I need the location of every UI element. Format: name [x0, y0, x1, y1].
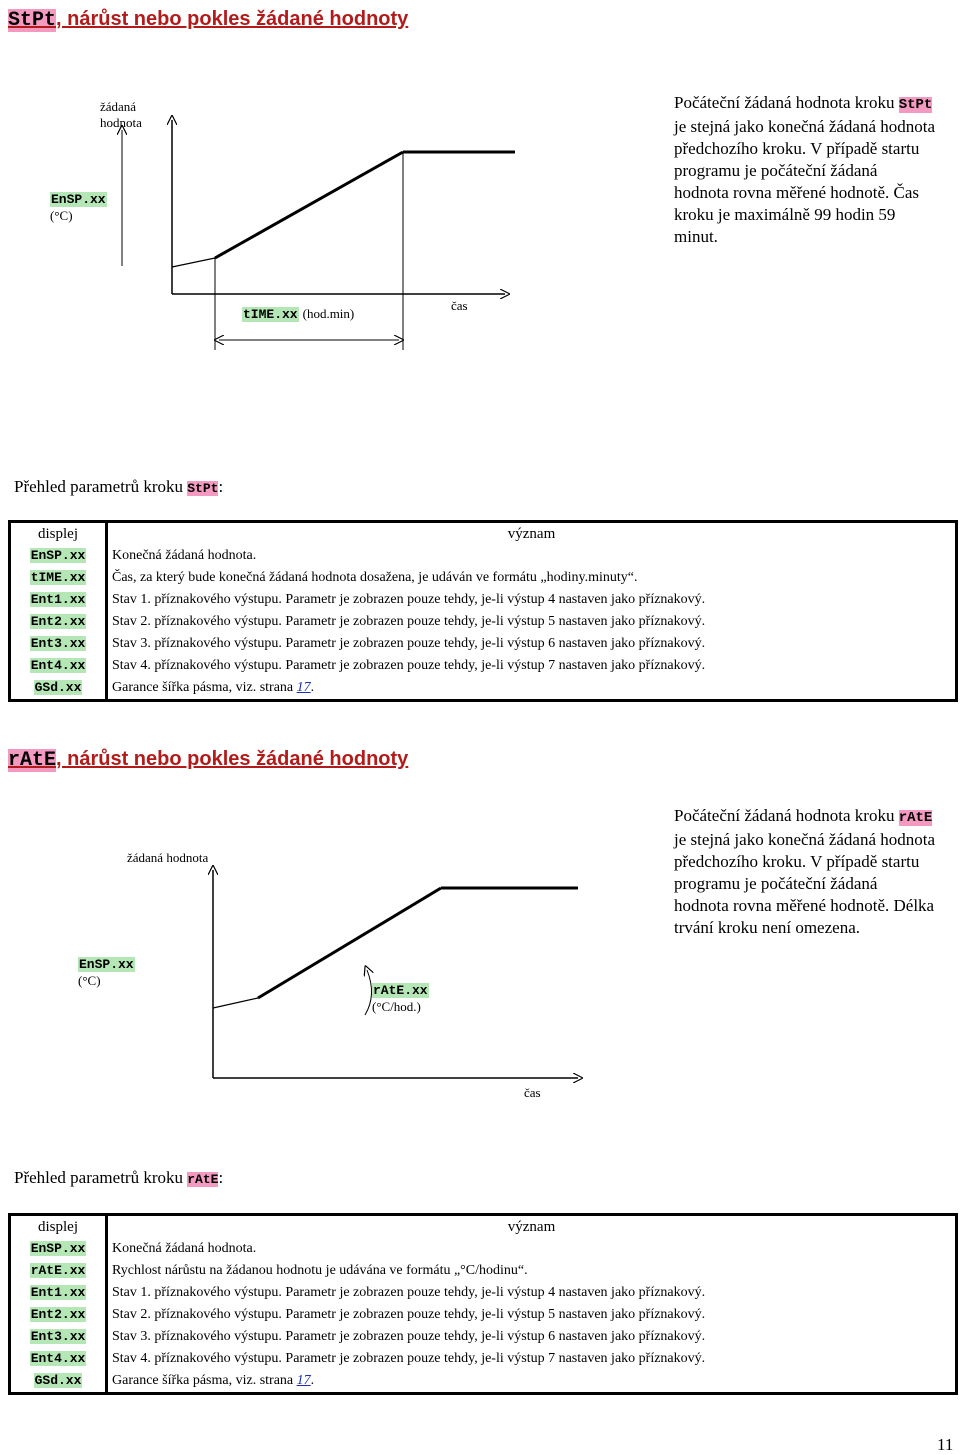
- section2-title-text: , nárůst nebo pokles žádané hodnoty: [56, 748, 409, 770]
- param-code: Ent1.xx: [30, 592, 86, 607]
- rate-ensp-unit: (°C): [78, 973, 101, 988]
- rate-x-label: čas: [524, 1085, 541, 1100]
- section1-title-text: , nárůst nebo pokles žádané hodnoty: [56, 8, 409, 30]
- column-header-meaning: význam: [507, 1218, 556, 1235]
- table-row: [10, 1370, 957, 1394]
- rate-description: [674, 805, 936, 939]
- stpt-time-label: [242, 305, 354, 323]
- param-code: Ent3.xx: [30, 1329, 86, 1344]
- param-description: [107, 1260, 957, 1282]
- stpt-table-body: [10, 545, 957, 701]
- stpt-ensp-label: [50, 190, 107, 224]
- param-description-text: Stav 1. příznakového výstupu. Parametr je zobrazen pouze tehdy, je-li výstup 4 nastaven jako příznakový.: [112, 1285, 706, 1300]
- param-description: [107, 567, 957, 589]
- param-code: Ent2.xx: [30, 1307, 86, 1322]
- param-description-text: Stav 4. příznakového výstupu. Parametr je zobrazen pouze tehdy, je-li výstup 7 nastaven jako příznakový.: [112, 658, 706, 673]
- stpt-overview-text: Přehled parametrů kroku: [14, 477, 188, 496]
- param-code-cell: [10, 1282, 107, 1304]
- table-row: [10, 611, 957, 633]
- param-description-text: Stav 3. příznakového výstupu. Parametr je zobrazen pouze tehdy, je-li výstup 6 nastaven jako příznakový.: [112, 636, 706, 651]
- page-reference-link[interactable]: 17: [296, 680, 311, 695]
- rate-table-body: [10, 1238, 957, 1394]
- param-code: GSd.xx: [34, 1373, 82, 1388]
- table-row: [10, 1238, 957, 1260]
- stpt-desc-part1: Počáteční žádaná hodnota kroku: [674, 93, 899, 112]
- stpt-ensp-code: EnSP.xx: [51, 192, 106, 207]
- table-header: [10, 522, 957, 546]
- param-code-cell: [10, 567, 107, 589]
- table-row: [10, 655, 957, 677]
- stpt-x-label: čas: [451, 298, 468, 313]
- rate-desc-part2: je stejná jako konečná žádaná hodnota předchozího kroku. V případě startu programu je počáteční žádaná hodnota rovna měřené hodnotě. Délka trvání kroku není omezena.: [674, 830, 936, 937]
- param-code-cell: [10, 611, 107, 633]
- param-code: Ent4.xx: [30, 658, 86, 673]
- column-header-display: displej: [10, 522, 107, 546]
- param-description: [107, 1282, 957, 1304]
- param-description: [107, 1238, 957, 1260]
- rate-overview-code: rAtE: [187, 1172, 219, 1187]
- param-code: Ent4.xx: [30, 1351, 86, 1366]
- param-description-end: .: [310, 1373, 315, 1388]
- param-code: Ent1.xx: [30, 1285, 86, 1300]
- param-description-text: Konečná žádaná hodnota.: [112, 548, 257, 563]
- column-header-meaning: význam: [507, 525, 556, 542]
- table-row: [10, 1348, 957, 1370]
- rate-y-label: žádaná hodnota: [127, 850, 209, 865]
- table-row: [10, 589, 957, 611]
- param-description-text: Garance šířka pásma, viz. strana: [112, 1373, 297, 1388]
- param-description: [107, 1348, 957, 1370]
- param-description: [107, 655, 957, 677]
- section1-title: [8, 8, 408, 32]
- rate-ensp-code: EnSP.xx: [79, 957, 134, 972]
- rate-overview-heading: [14, 1168, 223, 1188]
- param-code-cell: [10, 589, 107, 611]
- param-description: [107, 1304, 957, 1326]
- table-row: [10, 677, 957, 701]
- param-code: GSd.xx: [34, 680, 82, 695]
- section2-title: [8, 748, 408, 772]
- param-description: [107, 633, 957, 655]
- param-code-cell: [10, 633, 107, 655]
- stpt-description: [674, 92, 936, 248]
- param-code-cell: [10, 677, 107, 701]
- table-row: [10, 633, 957, 655]
- param-description-text: Stav 2. příznakového výstupu. Parametr je zobrazen pouze tehdy, je-li výstup 5 nastaven jako příznakový.: [112, 1307, 706, 1322]
- param-description: [107, 1370, 957, 1394]
- rate-overview-colon: :: [218, 1168, 224, 1187]
- param-code: tIME.xx: [30, 570, 86, 585]
- stpt-y-label: žádaná hodnota: [100, 99, 142, 130]
- param-description: [107, 1326, 957, 1348]
- table-row: [10, 567, 957, 589]
- rate-ensp-label: [78, 955, 135, 989]
- param-code-cell: [10, 545, 107, 567]
- stpt-desc-part2: je stejná jako konečná žádaná hodnota předchozího kroku. V případě startu programu je počáteční žádaná hodnota rovna měřené hodnotě. Čas kroku je maximálně 99 hodin 59 minut.: [674, 117, 936, 246]
- table-row: [10, 1282, 957, 1304]
- param-code-cell: [10, 1260, 107, 1282]
- param-description: [107, 545, 957, 567]
- param-code: Ent3.xx: [30, 636, 86, 651]
- param-description-end: .: [310, 680, 315, 695]
- param-description-text: Konečná žádaná hodnota.: [112, 1241, 257, 1256]
- param-code-cell: [10, 655, 107, 677]
- param-description-text: Rychlost nárůstu na žádanou hodnotu je udávána ve formátu „°C/hodinu“.: [112, 1263, 528, 1278]
- param-description-text: Stav 4. příznakového výstupu. Parametr je zobrazen pouze tehdy, je-li výstup 7 nastaven jako příznakový.: [112, 1351, 706, 1366]
- table-row: [10, 1260, 957, 1282]
- table-row: [10, 545, 957, 567]
- rate-angle-arc: [365, 970, 372, 1015]
- rate-overview-text: Přehled parametrů kroku: [14, 1168, 188, 1187]
- rate-params-table: [8, 1213, 958, 1395]
- rate-ramp-start: [213, 998, 258, 1008]
- table-row: [10, 1326, 957, 1348]
- stpt-ramp: [215, 152, 403, 258]
- param-code: EnSP.xx: [30, 548, 86, 563]
- stpt-ensp-unit: (°C): [50, 208, 73, 223]
- param-description-text: Stav 3. příznakového výstupu. Parametr je zobrazen pouze tehdy, je-li výstup 6 nastaven jako příznakový.: [112, 1329, 706, 1344]
- rate-desc-code: rAtE: [898, 810, 933, 826]
- param-description-text: Čas, za který bude konečná žádaná hodnota dosažena, je udáván ve formátu „hodiny.minuty“.: [112, 570, 638, 585]
- rate-desc-part1: Počáteční žádaná hodnota kroku: [674, 806, 899, 825]
- param-description: [107, 611, 957, 633]
- param-code: EnSP.xx: [30, 1241, 86, 1256]
- page-reference-link[interactable]: 17: [296, 1373, 311, 1388]
- stpt-overview-colon: :: [218, 477, 224, 496]
- param-description-text: Stav 2. příznakového výstupu. Parametr je zobrazen pouze tehdy, je-li výstup 5 nastaven jako příznakový.: [112, 614, 706, 629]
- column-header-display: displej: [10, 1215, 107, 1239]
- stpt-overview-code: StPt: [187, 481, 219, 496]
- rate-rate-code: rAtE.xx: [373, 983, 428, 998]
- table-row: [10, 1304, 957, 1326]
- stpt-ramp-line: [172, 258, 215, 267]
- stpt-desc-code: StPt: [898, 97, 933, 113]
- stpt-overview-heading: [14, 477, 223, 497]
- param-code-cell: [10, 1348, 107, 1370]
- param-description-text: Stav 1. příznakového výstupu. Parametr je zobrazen pouze tehdy, je-li výstup 4 nastaven jako příznakový.: [112, 592, 706, 607]
- rate-rate-label: [372, 981, 429, 1015]
- table-header: [10, 1215, 957, 1239]
- param-code-cell: [10, 1304, 107, 1326]
- section2-title-code: rAtE: [8, 749, 57, 772]
- param-code: Ent2.xx: [30, 614, 86, 629]
- stpt-time-unit: (hod.min): [302, 306, 355, 321]
- param-description: [107, 589, 957, 611]
- param-code-cell: [10, 1326, 107, 1348]
- page-number: 11: [937, 1435, 954, 1454]
- param-description-text: Garance šířka pásma, viz. strana: [112, 680, 297, 695]
- rate-rate-unit: (°C/hod.): [372, 999, 421, 1014]
- param-code-cell: [10, 1238, 107, 1260]
- param-code-cell: [10, 1370, 107, 1394]
- section1-title-code: StPt: [8, 9, 57, 32]
- stpt-time-code: tIME.xx: [243, 307, 298, 322]
- stpt-params-table: [8, 520, 958, 702]
- param-description: [107, 677, 957, 701]
- param-code: rAtE.xx: [30, 1263, 86, 1278]
